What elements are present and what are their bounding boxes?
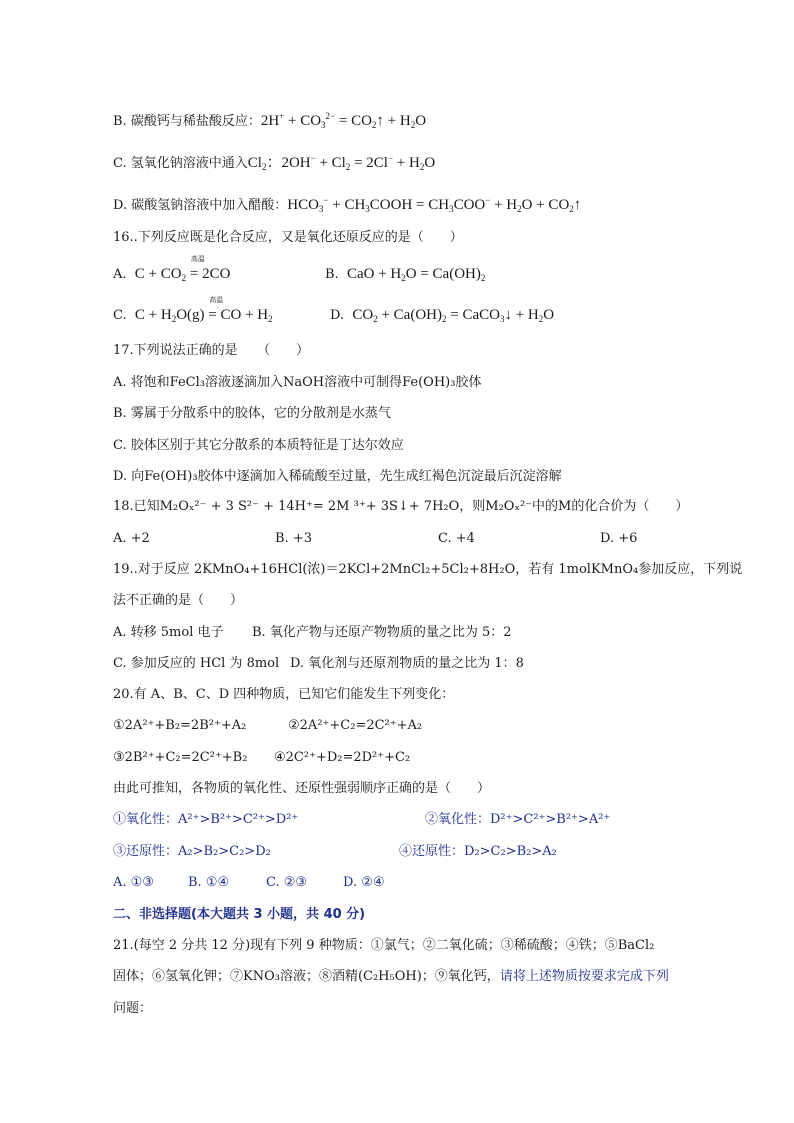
q20-option-b: B. ①④: [188, 875, 230, 890]
q21-line2: [113, 967, 669, 987]
q19-stem-line1: 19..对于反应 2KMnO₄+16HCl(浓)＝2KCl+2MnCl₂+5Cl₂+8H₂O，若有 1molKMnO₄参加反应，下列说: [113, 562, 743, 577]
q19-option-b: B. 氧化产物与还原产物物质的量之比为 5：2: [252, 625, 512, 640]
q16-option-a: A. $C + CO_2$ 高温 = 2CO: [113, 255, 231, 283]
q21-line2-instruction: 请将上述物质按要求完成下列: [499, 969, 669, 984]
q20-option-c: C. ②③: [266, 875, 308, 890]
q15-d-label: D. 碳酸氢钠溶液中加入醋酸：: [113, 198, 288, 213]
q19-option-a: A. 转移 5mol 电子: [113, 625, 224, 640]
q15-option-c: [113, 148, 435, 177]
q19-option-c: C. 参加反应的 HCl 为 8mol: [113, 656, 280, 671]
q16-a-condition: 高温: [190, 255, 205, 263]
q15-option-d: [113, 190, 581, 219]
q15-b-label: B. 碳酸钙与稀盐酸反应：: [113, 114, 261, 129]
q18-stem: 18.已知M₂Oₓ²⁻ + 3 S²⁻ + 14H⁺= 2M ³⁺+ 3S↓+ 7H₂O，则M₂Oₓ²⁻中的M的化合价为（ ）: [113, 499, 689, 514]
q20-reaction-2: ②2A²⁺+C₂=2C²⁺+A₂: [288, 718, 423, 733]
q21-line2-text: 固体；⑥氢氧化钾；⑦KNO₃溶液；⑧酒精(C₂H₅OH)；⑨氧化钙，: [113, 969, 500, 984]
q17-option-c: C. 胶体区别于其它分散系的本质特征是丁达尔效应: [113, 438, 404, 453]
q15-d-equation: $HCO_3^-$ + $CH_3COOH = CH_3COO^- + H_2O$ + $CO_2↑$: [287, 195, 582, 214]
q16-option-d: D. $CO_2 + Ca(OH)_2$ = CaCO$_3$↓ + $H_2O$: [330, 307, 555, 324]
q20-order-3: ③还原性：A₂>B₂>C₂>D₂: [113, 844, 271, 859]
q16-option-c: C. $C + H_2O(g)$ 高温 = CO + $H_2$: [113, 296, 273, 324]
q18-option-a: A. +2: [113, 531, 150, 546]
q15-c-label: C. 氢氧化钠溶液中通入: [113, 156, 248, 171]
q19-stem-line2: 法不正确的是（ ）: [113, 593, 244, 608]
q17-option-d: D. 向Fe(OH)₃胶体中逐滴加入稀硫酸至过量，先生成红褐色沉淀最后沉淀溶解: [113, 469, 562, 484]
q20-reaction-1: ①2A²⁺+B₂=2B²⁺+A₂: [113, 718, 247, 733]
q16-c-condition: 高温: [209, 296, 224, 304]
q18-option-b: B. +3: [275, 531, 312, 546]
section-2-title: 二、非选择题(本大题共 3 小题，共 40 分): [113, 907, 366, 922]
q17-stem: 17.下列说法正确的是 （ ）: [113, 343, 310, 358]
q20-option-a: A. ①③: [113, 875, 154, 890]
q20-stem: 20.有 A、B、C、D 四种物质，已知它们能发生下列变化：: [113, 687, 455, 702]
q16-option-b: B. CaO + $H_2O = Ca(OH)_2$: [325, 266, 486, 283]
q15-b-equation: $2H^+ + CO_3^{2-}$ = $CO_2↑ + H_2O$: [260, 111, 427, 130]
q20-order-2: ②氧化性：D²⁺>C²⁺>B²⁺>A²⁺: [425, 812, 611, 827]
q20-reaction-4: ④2C²⁺+D₂=2D²⁺+C₂: [274, 750, 411, 765]
q20-order-1: ①氧化性：A²⁺>B²⁺>C²⁺>D²⁺: [113, 812, 299, 827]
q18-option-c: C. +4: [438, 531, 475, 546]
q17-option-a: A. 将饱和FeCl₃溶液逐滴加入NaOH溶液中可制得Fe(OH)₃胶体: [113, 375, 482, 390]
q15-c-equation: $Cl_2$：$2OH^- + Cl_2 = 2Cl^- + H_2O$: [247, 153, 436, 172]
q19-option-d: D. 氧化剂与还原剂物质的量之比为 1：8: [290, 656, 524, 671]
q20-order-4: ④还原性：D₂>C₂>B₂>A₂: [399, 844, 557, 859]
q15-option-b: [113, 106, 426, 135]
q20-ask: 由此可推知，各物质的氧化性、还原性强弱顺序正确的是（ ）: [113, 781, 491, 796]
q20-option-d: D. ②④: [343, 875, 385, 890]
q21-line1: 21.(每空 2 分共 12 分)现有下列 9 种物质：①氯气；②二氧化硫；③稀硫酸；④铁；⑤BaCl₂: [113, 938, 655, 953]
q21-line3: 问题：: [113, 1001, 153, 1016]
q16-stem: 16..下列反应既是化合反应，又是氧化还原反应的是（ ）: [113, 230, 463, 245]
q20-reaction-3: ③2B²⁺+C₂=2C²⁺+B₂: [113, 750, 248, 765]
q17-option-b: B. 雾属于分散系中的胶体，它的分散剂是水蒸气: [113, 406, 391, 421]
q18-option-d: D. +6: [600, 531, 638, 546]
